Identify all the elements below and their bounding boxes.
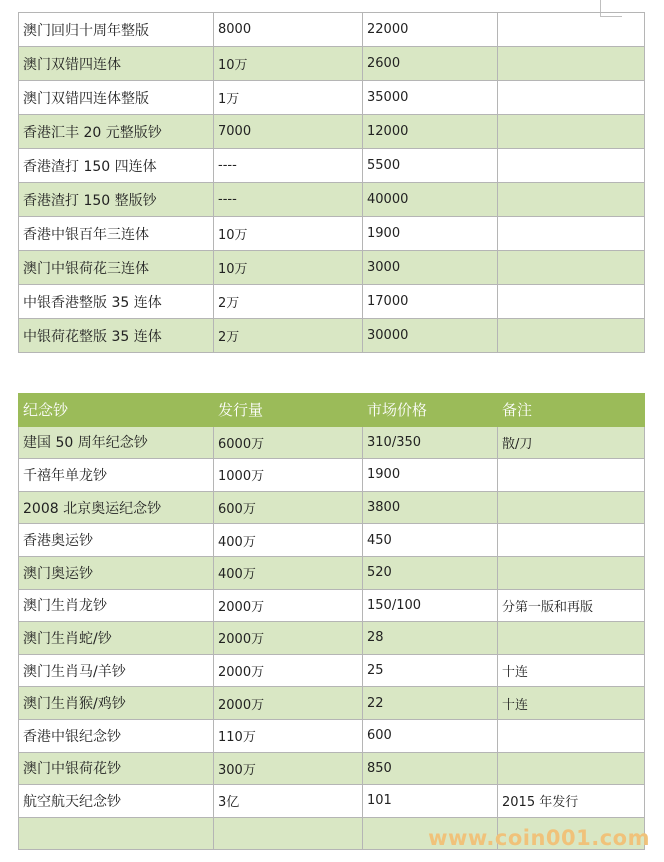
cell-market-price: 850 — [363, 752, 498, 785]
cell-name: 香港奥运钞 — [19, 524, 214, 557]
cell-name: 建国 50 周年纪念钞 — [19, 426, 214, 459]
table-row — [19, 556, 645, 589]
table-row — [19, 319, 645, 353]
cell-remarks — [498, 719, 645, 752]
cell-market-price: 5500 — [363, 149, 498, 183]
cell-issue-volume: 400万 — [214, 556, 363, 589]
cell-market-price: 17000 — [363, 285, 498, 319]
table-row — [19, 217, 645, 251]
header-name: 纪念钞 — [19, 394, 214, 427]
cell-market-price: 1900 — [363, 217, 498, 251]
cell-name: 澳门双错四连体 — [19, 47, 214, 81]
cell-name: 澳门中银荷花三连体 — [19, 251, 214, 285]
cell-remarks — [498, 622, 645, 655]
cell-issue-volume: 2万 — [214, 285, 363, 319]
cell-market-price: 520 — [363, 556, 498, 589]
cell-issue-volume: 2000万 — [214, 622, 363, 655]
banknote-sheet-table — [18, 12, 645, 353]
cell-issue-volume: 300万 — [214, 752, 363, 785]
table-row — [19, 459, 645, 492]
cell-name: 2008 北京奥运纪念钞 — [19, 491, 214, 524]
cell-name: 澳门中银荷花钞 — [19, 752, 214, 785]
cell-market-price: 310/350 — [363, 426, 498, 459]
cell-market-price: 600 — [363, 719, 498, 752]
cell-issue-volume: 600万 — [214, 491, 363, 524]
cell-issue-volume: 1000万 — [214, 459, 363, 492]
cell-remarks — [498, 556, 645, 589]
cell-market-price: 150/100 — [363, 589, 498, 622]
cell-remarks — [498, 217, 645, 251]
cell-name: 中银荷花整版 35 连体 — [19, 319, 214, 353]
cell-remarks — [498, 491, 645, 524]
cell-name: 香港中银纪念钞 — [19, 719, 214, 752]
commemorative-note-table-body — [19, 426, 645, 850]
cell-name: 香港渣打 150 整版钞 — [19, 183, 214, 217]
cell-name: 香港渣打 150 四连体 — [19, 149, 214, 183]
cell-name: 澳门生肖蛇/钞 — [19, 622, 214, 655]
cell-market-price: 3800 — [363, 491, 498, 524]
cell-market-price: 22 — [363, 687, 498, 720]
cell-remarks — [498, 524, 645, 557]
table-row — [19, 183, 645, 217]
cell-remarks — [498, 47, 645, 81]
cell-market-price: 1900 — [363, 459, 498, 492]
table-row — [19, 47, 645, 81]
cell-issue-volume — [214, 817, 363, 850]
cell-market-price: 12000 — [363, 115, 498, 149]
cell-market-price: 35000 — [363, 81, 498, 115]
cell-remarks: 十连 — [498, 654, 645, 687]
table-header-row — [19, 394, 645, 427]
cell-name: 航空航天纪念钞 — [19, 785, 214, 818]
cell-market-price: 40000 — [363, 183, 498, 217]
cell-remarks — [498, 149, 645, 183]
cell-name: 澳门奥运钞 — [19, 556, 214, 589]
header-market-price: 市场价格 — [363, 394, 498, 427]
header-issue-volume: 发行量 — [214, 394, 363, 427]
table-row — [19, 719, 645, 752]
cell-issue-volume: 2000万 — [214, 687, 363, 720]
cell-remarks — [498, 115, 645, 149]
table-row — [19, 149, 645, 183]
cell-issue-volume: 6000万 — [214, 426, 363, 459]
table-row — [19, 13, 645, 47]
cell-remarks — [498, 285, 645, 319]
cell-remarks — [498, 13, 645, 47]
cell-market-price: 450 — [363, 524, 498, 557]
cell-name: 香港中银百年三连体 — [19, 217, 214, 251]
table-row — [19, 752, 645, 785]
table-row — [19, 285, 645, 319]
cell-issue-volume: 8000 — [214, 13, 363, 47]
cell-remarks: 分第一版和再版 — [498, 589, 645, 622]
cell-name — [19, 817, 214, 850]
cell-issue-volume: ---- — [214, 183, 363, 217]
cell-name: 澳门生肖龙钞 — [19, 589, 214, 622]
cell-name: 中银香港整版 35 连体 — [19, 285, 214, 319]
cell-issue-volume: 7000 — [214, 115, 363, 149]
table-row — [19, 251, 645, 285]
cell-market-price: 101 — [363, 785, 498, 818]
cell-issue-volume: 10万 — [214, 251, 363, 285]
cell-remarks: 2015 年发行 — [498, 785, 645, 818]
cell-name: 澳门双错四连体整版 — [19, 81, 214, 115]
cell-issue-volume: 110万 — [214, 719, 363, 752]
cell-remarks — [498, 183, 645, 217]
table-row — [19, 491, 645, 524]
table-row — [19, 81, 645, 115]
cell-issue-volume: 3亿 — [214, 785, 363, 818]
cell-remarks: 十连 — [498, 687, 645, 720]
table-row — [19, 654, 645, 687]
cell-issue-volume: 10万 — [214, 217, 363, 251]
table-row — [19, 426, 645, 459]
cell-name: 千禧年单龙钞 — [19, 459, 214, 492]
cell-issue-volume: 2万 — [214, 319, 363, 353]
cell-remarks — [498, 81, 645, 115]
cell-name: 澳门生肖马/羊钞 — [19, 654, 214, 687]
cell-name: 澳门回归十周年整版 — [19, 13, 214, 47]
banknote-sheet-table-body — [19, 13, 645, 353]
site-watermark: www.coin001.com — [428, 826, 650, 850]
cell-remarks — [498, 752, 645, 785]
cell-remarks — [498, 251, 645, 285]
header-remarks: 备注 — [498, 394, 645, 427]
table-row — [19, 524, 645, 557]
cell-market-price: 28 — [363, 622, 498, 655]
cell-issue-volume: 1万 — [214, 81, 363, 115]
cell-issue-volume: 2000万 — [214, 654, 363, 687]
cell-market-price: 22000 — [363, 13, 498, 47]
table-row — [19, 589, 645, 622]
cell-issue-volume: 400万 — [214, 524, 363, 557]
cell-name: 澳门生肖猴/鸡钞 — [19, 687, 214, 720]
cell-market-price: 3000 — [363, 251, 498, 285]
cell-issue-volume: 2000万 — [214, 589, 363, 622]
table-row — [19, 785, 645, 818]
table-row — [19, 115, 645, 149]
cell-remarks: 散/刀 — [498, 426, 645, 459]
cell-issue-volume: ---- — [214, 149, 363, 183]
cell-issue-volume: 10万 — [214, 47, 363, 81]
cell-remarks — [498, 459, 645, 492]
cell-remarks — [498, 319, 645, 353]
cell-market-price: 2600 — [363, 47, 498, 81]
cell-market-price: 25 — [363, 654, 498, 687]
cell-name: 香港汇丰 20 元整版钞 — [19, 115, 214, 149]
table-row — [19, 687, 645, 720]
cell-market-price: 30000 — [363, 319, 498, 353]
table-row — [19, 622, 645, 655]
commemorative-note-table — [18, 393, 645, 850]
